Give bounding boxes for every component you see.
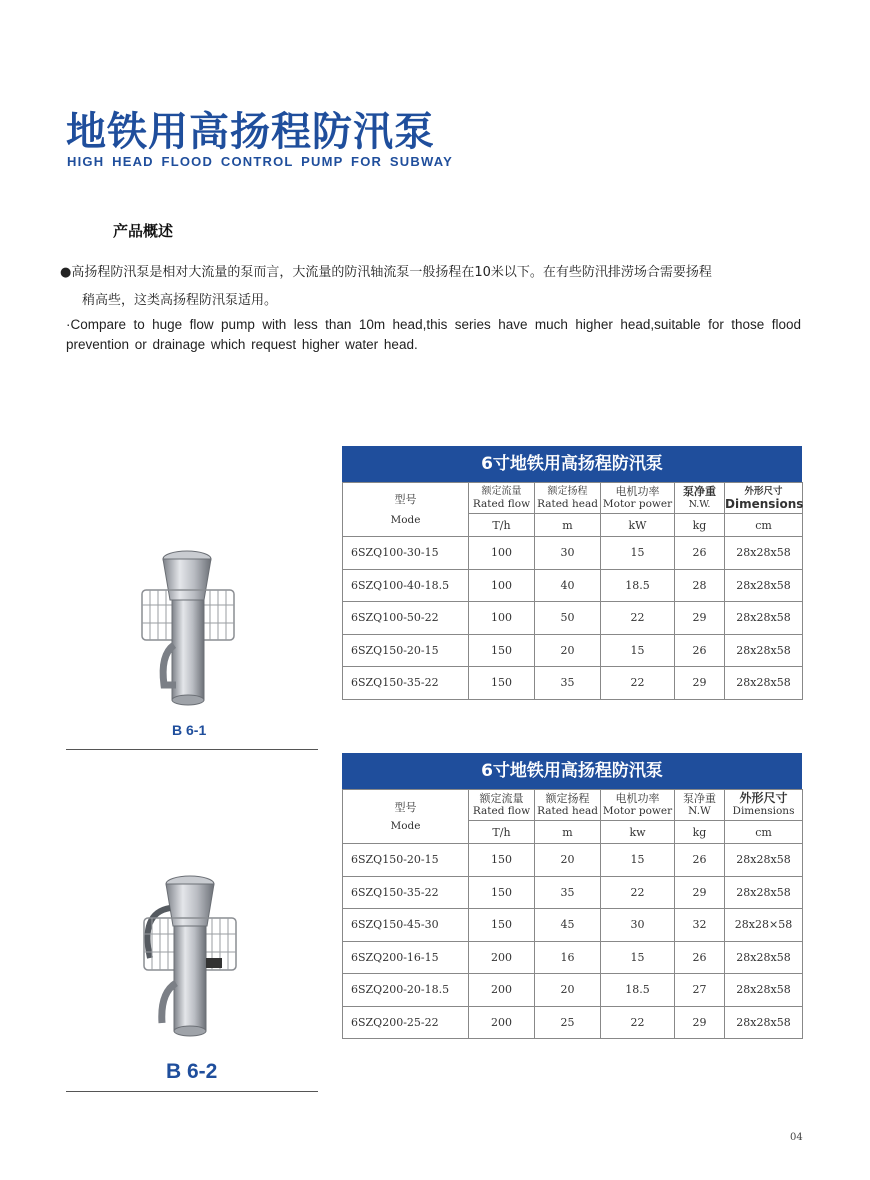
header-head	[535, 790, 601, 821]
cell-flow: 200	[469, 941, 535, 974]
cell-flow: 150	[469, 876, 535, 909]
cell-head: 50	[535, 602, 601, 635]
cell-power: 15	[601, 941, 675, 974]
cell-flow: 150	[469, 844, 535, 877]
page-title-en: HIGH HEAD FLOOD CONTROL PUMP FOR SUBWAY	[67, 154, 453, 169]
unit-weight: kg	[675, 514, 725, 537]
header-flow-cn: 额定流量	[479, 792, 524, 805]
cell-power: 18.5	[601, 569, 675, 602]
cell-power: 22	[601, 1006, 675, 1039]
cell-head: 45	[535, 909, 601, 942]
header-weight	[675, 483, 725, 514]
header-dim-cn: 外形尺寸	[744, 486, 783, 497]
cell-model: 6SZQ200-20-18.5	[343, 974, 469, 1007]
spec-table-2-grid	[342, 789, 803, 1039]
header-dim	[725, 790, 803, 821]
header-model-cn: 型号	[394, 492, 417, 506]
cell-flow: 200	[469, 1006, 535, 1039]
spec-table-2-title: 6寸地铁用高扬程防汛泵	[342, 753, 802, 789]
cell-weight: 27	[675, 974, 725, 1007]
header-model	[343, 483, 469, 537]
section-heading: 产品概述	[113, 222, 174, 240]
cell-weight: 28	[675, 569, 725, 602]
cell-weight: 29	[675, 876, 725, 909]
table-row	[343, 537, 803, 570]
cell-model: 6SZQ100-30-15	[343, 537, 469, 570]
cell-flow: 150	[469, 634, 535, 667]
cell-dim: 28x28x58	[725, 941, 803, 974]
cell-weight: 26	[675, 634, 725, 667]
spec-table-1	[342, 446, 802, 700]
cell-dim: 28x28x58	[725, 537, 803, 570]
cell-dim: 28x28x58	[725, 974, 803, 1007]
header-flow-en: Rated flow	[472, 498, 531, 510]
header-power-cn: 电机功率	[615, 792, 660, 805]
header-head-en: Rated head	[537, 498, 598, 510]
unit-flow: T/h	[469, 514, 535, 537]
cell-head: 35	[535, 876, 601, 909]
header-power-en: Motor power	[602, 805, 673, 817]
cell-dim: 28x28x58	[725, 667, 803, 700]
unit-head: m	[535, 514, 601, 537]
cell-model: 6SZQ150-45-30	[343, 909, 469, 942]
table-row	[343, 844, 803, 877]
cell-dim: 28x28x58	[725, 876, 803, 909]
cell-power: 22	[601, 602, 675, 635]
spec-table-1-grid	[342, 482, 803, 700]
table-row	[343, 909, 803, 942]
divider-2	[66, 1091, 318, 1092]
header-dim-en: Dimensions	[725, 497, 804, 511]
header-power-cn: 电机功率	[615, 485, 660, 498]
table-row	[343, 876, 803, 909]
table-row	[343, 569, 803, 602]
cell-dim: 28x28x58	[725, 634, 803, 667]
cell-power: 22	[601, 667, 675, 700]
table-row	[343, 941, 803, 974]
header-flow	[469, 790, 535, 821]
page-title-cn: 地铁用高扬程防汛泵	[66, 109, 435, 155]
cell-weight: 29	[675, 667, 725, 700]
header-weight-cn: 泵净重	[683, 485, 716, 498]
cell-head: 25	[535, 1006, 601, 1039]
header-model	[343, 790, 469, 844]
cell-power: 15	[601, 537, 675, 570]
header-dim-en: Dimensions	[732, 805, 795, 817]
cell-head: 20	[535, 974, 601, 1007]
caption-b6-1: B 6-1	[172, 722, 207, 738]
cell-weight: 26	[675, 941, 725, 974]
caption-b6-2: B 6-2	[166, 1060, 218, 1083]
spec-table-2	[342, 753, 802, 1039]
unit-dim: cm	[725, 821, 803, 844]
cell-model: 6SZQ150-35-22	[343, 667, 469, 700]
header-head	[535, 483, 601, 514]
cell-flow: 150	[469, 667, 535, 700]
cell-flow: 100	[469, 602, 535, 635]
cell-weight: 32	[675, 909, 725, 942]
cell-weight: 26	[675, 844, 725, 877]
spec-table-1-title: 6寸地铁用高扬程防汛泵	[342, 446, 802, 482]
cell-power: 30	[601, 909, 675, 942]
header-flow-en: Rated flow	[472, 805, 531, 817]
header-weight-cn: 泵净重	[683, 792, 716, 805]
cell-model: 6SZQ100-40-18.5	[343, 569, 469, 602]
unit-power: kW	[601, 514, 675, 537]
divider-1	[66, 749, 318, 750]
unit-weight: kg	[675, 821, 725, 844]
cell-dim: 28x28×58	[725, 909, 803, 942]
cell-weight: 29	[675, 602, 725, 635]
header-head-en: Rated head	[537, 805, 598, 817]
header-power	[601, 790, 675, 821]
table-row	[343, 1006, 803, 1039]
pump-image-2	[130, 868, 245, 1043]
cell-power: 15	[601, 634, 675, 667]
cell-dim: 28x28x58	[725, 602, 803, 635]
page-number: 04	[790, 1132, 803, 1143]
header-weight-en: N.W.	[688, 499, 711, 510]
cell-dim: 28x28x58	[725, 1006, 803, 1039]
cell-dim: 28x28x58	[725, 569, 803, 602]
cell-head: 40	[535, 569, 601, 602]
table-row	[343, 974, 803, 1007]
table-row	[343, 602, 803, 635]
header-model-en: Mode	[390, 513, 421, 526]
cell-flow: 150	[469, 909, 535, 942]
cell-flow: 100	[469, 537, 535, 570]
cell-power: 22	[601, 876, 675, 909]
cell-model: 6SZQ100-50-22	[343, 602, 469, 635]
description-en: ·Compare to huge flow pump with less than 10m head,this series have much higher head,suitable for those flood prevention or drainage which request higher water head.	[66, 317, 801, 352]
cell-model: 6SZQ200-25-22	[343, 1006, 469, 1039]
cell-head: 30	[535, 537, 601, 570]
header-weight	[675, 790, 725, 821]
unit-flow: T/h	[469, 821, 535, 844]
cell-power: 15	[601, 844, 675, 877]
unit-power: kw	[601, 821, 675, 844]
table-row	[343, 667, 803, 700]
header-power	[601, 483, 675, 514]
header-head-cn: 额定扬程	[545, 792, 590, 805]
cell-weight: 29	[675, 1006, 725, 1039]
cell-head: 35	[535, 667, 601, 700]
table-row	[343, 634, 803, 667]
header-dim-cn: 外形尺寸	[739, 791, 788, 805]
description-cn-line1: ●高扬程防汛泵是相对大流量的泵而言，大流量的防汛轴流泵一般扬程在10米以下。在有些防汛排涝场合需要扬程	[60, 265, 712, 280]
cell-model: 6SZQ150-20-15	[343, 844, 469, 877]
cell-model: 6SZQ200-16-15	[343, 941, 469, 974]
header-flow-cn: 额定流量	[481, 486, 522, 497]
pump-image-1	[130, 545, 245, 715]
cell-model: 6SZQ150-20-15	[343, 634, 469, 667]
cell-head: 20	[535, 844, 601, 877]
cell-power: 18.5	[601, 974, 675, 1007]
cell-head: 16	[535, 941, 601, 974]
cell-flow: 200	[469, 974, 535, 1007]
description-cn-line2: 稍高些，这类高扬程防汛泵适用。	[82, 293, 278, 308]
cell-weight: 26	[675, 537, 725, 570]
cell-dim: 28x28x58	[725, 844, 803, 877]
unit-dim: cm	[725, 514, 803, 537]
header-power-en: Motor power	[602, 498, 673, 510]
unit-head: m	[535, 821, 601, 844]
cell-flow: 100	[469, 569, 535, 602]
header-weight-en: N.W	[688, 805, 711, 817]
header-model-en: Mode	[390, 819, 421, 832]
cell-head: 20	[535, 634, 601, 667]
cell-model: 6SZQ150-35-22	[343, 876, 469, 909]
header-head-cn: 额定扬程	[547, 486, 588, 497]
header-dim	[725, 483, 803, 514]
header-flow	[469, 483, 535, 514]
header-model-cn: 型号	[394, 800, 417, 814]
